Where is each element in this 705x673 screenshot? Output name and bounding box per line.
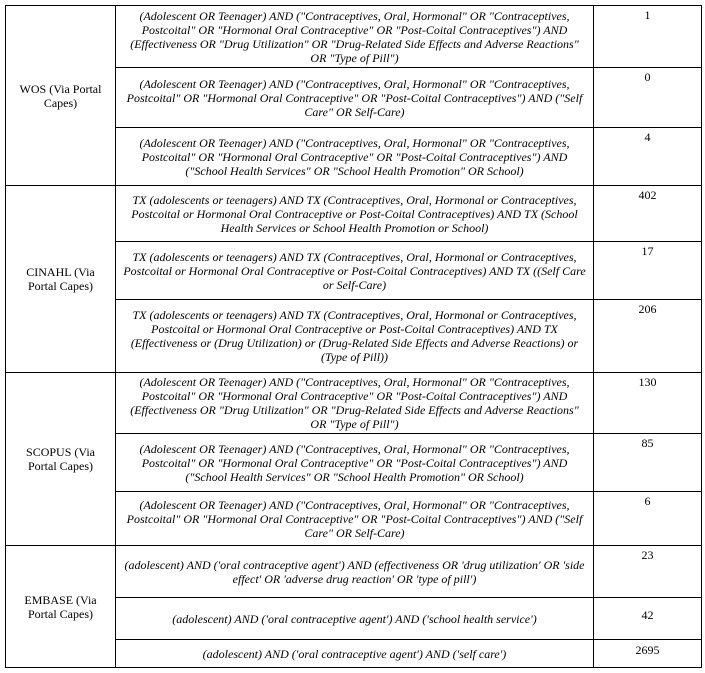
result-count-cell: 23 [594, 546, 702, 598]
result-count-cell: 130 [594, 373, 702, 434]
query-cell: (adolescent) AND ('oral contraceptive agent') AND (effectiveness OR 'drug utilization' OR 'side effect' OR 'adverse drug reaction' OR 'type of pill') [116, 546, 594, 598]
query-cell: TX (adolescents or teenagers) AND TX (Contraceptives, Oral, Hormonal or Contraceptives, Postcoital or Hormonal Oral Contraceptive or Post-Coital Contraceptives) AND TX ((Self Care or Self-Care) [116, 242, 594, 300]
table-row [6, 186, 702, 242]
database-cell-scopus: SCOPUS (Via Portal Capes) [6, 373, 116, 546]
result-count-cell: 17 [594, 242, 702, 300]
table-row [6, 373, 702, 434]
query-cell: (Adolescent OR Teenager) AND ("Contraceptives, Oral, Hormonal" OR "Contraceptives, Postcoital" OR "Hormonal Oral Contraceptive" OR "Post-Coital Contraceptives") AND ("Self Care" OR Self-Care) [116, 68, 594, 128]
search-strategy-table [5, 5, 702, 668]
result-count-cell: 2695 [594, 640, 702, 668]
result-count-cell: 85 [594, 434, 702, 492]
result-count-cell: 1 [594, 6, 702, 68]
query-cell: (adolescent) AND ('oral contraceptive agent') AND ('school health service') [116, 598, 594, 640]
result-count-cell: 4 [594, 128, 702, 186]
database-cell-cinahl: CINAHL (Via Portal Capes) [6, 186, 116, 373]
table-row [6, 6, 702, 68]
query-cell: (adolescent) AND ('oral contraceptive agent') AND ('self care') [116, 640, 594, 668]
table-row [6, 546, 702, 598]
query-cell: TX (adolescents or teenagers) AND TX (Contraceptives, Oral, Hormonal or Contraceptives, Postcoital or Hormonal Oral Contraceptive or Post-Coital Contraceptives) AND TX (School Health Services or School Health Promotion or School) [116, 186, 594, 242]
result-count-cell: 0 [594, 68, 702, 128]
query-cell: (Adolescent OR Teenager) AND ("Contraceptives, Oral, Hormonal" OR "Contraceptives, Postcoital" OR "Hormonal Oral Contraceptive" OR "Post-Coital Contraceptives") AND ("School Health Services" OR "School Health Promotion" OR School) [116, 128, 594, 186]
result-count-cell: 42 [594, 598, 702, 640]
database-cell-wos: WOS (Via Portal Capes) [6, 6, 116, 186]
query-cell: TX (adolescents or teenagers) AND TX (Contraceptives, Oral, Hormonal or Contraceptives, Postcoital or Hormonal Oral Contraceptive or Post-Coital Contraceptives) AND TX (Effectiveness or (Drug Utilization) or (Drug-Related Side Effects and Adverse Reactions) or (Type of Pill)) [116, 300, 594, 373]
query-cell: (Adolescent OR Teenager) AND ("Contraceptives, Oral, Hormonal" OR "Contraceptives, Postcoital" OR "Hormonal Oral Contraceptive" OR "Post-Coital Contraceptives") AND ("Self Care" OR Self-Care) [116, 492, 594, 546]
result-count-cell: 402 [594, 186, 702, 242]
query-cell: (Adolescent OR Teenager) AND ("Contraceptives, Oral, Hormonal" OR "Contraceptives, Postcoital" OR "Hormonal Oral Contraceptive" OR "Post-Coital Contraceptives") AND (Effectiveness OR "Drug Utilization" OR "Drug-Related Side Effects and Adverse Reactions" OR "Type of Pill") [116, 373, 594, 434]
query-cell: (Adolescent OR Teenager) AND ("Contraceptives, Oral, Hormonal" OR "Contraceptives, Postcoital" OR "Hormonal Oral Contraceptive" OR "Post-Coital Contraceptives") AND (Effectiveness OR "Drug Utilization" OR "Drug-Related Side Effects and Adverse Reactions" OR "Type of Pill") [116, 6, 594, 68]
database-cell-embase: EMBASE (Via Portal Capes) [6, 546, 116, 668]
result-count-cell: 206 [594, 300, 702, 373]
query-cell: (Adolescent OR Teenager) AND ("Contraceptives, Oral, Hormonal" OR "Contraceptives, Postcoital" OR "Hormonal Oral Contraceptive" OR "Post-Coital Contraceptives") AND ("School Health Services" OR "School Health Promotion" OR School) [116, 434, 594, 492]
result-count-cell: 6 [594, 492, 702, 546]
